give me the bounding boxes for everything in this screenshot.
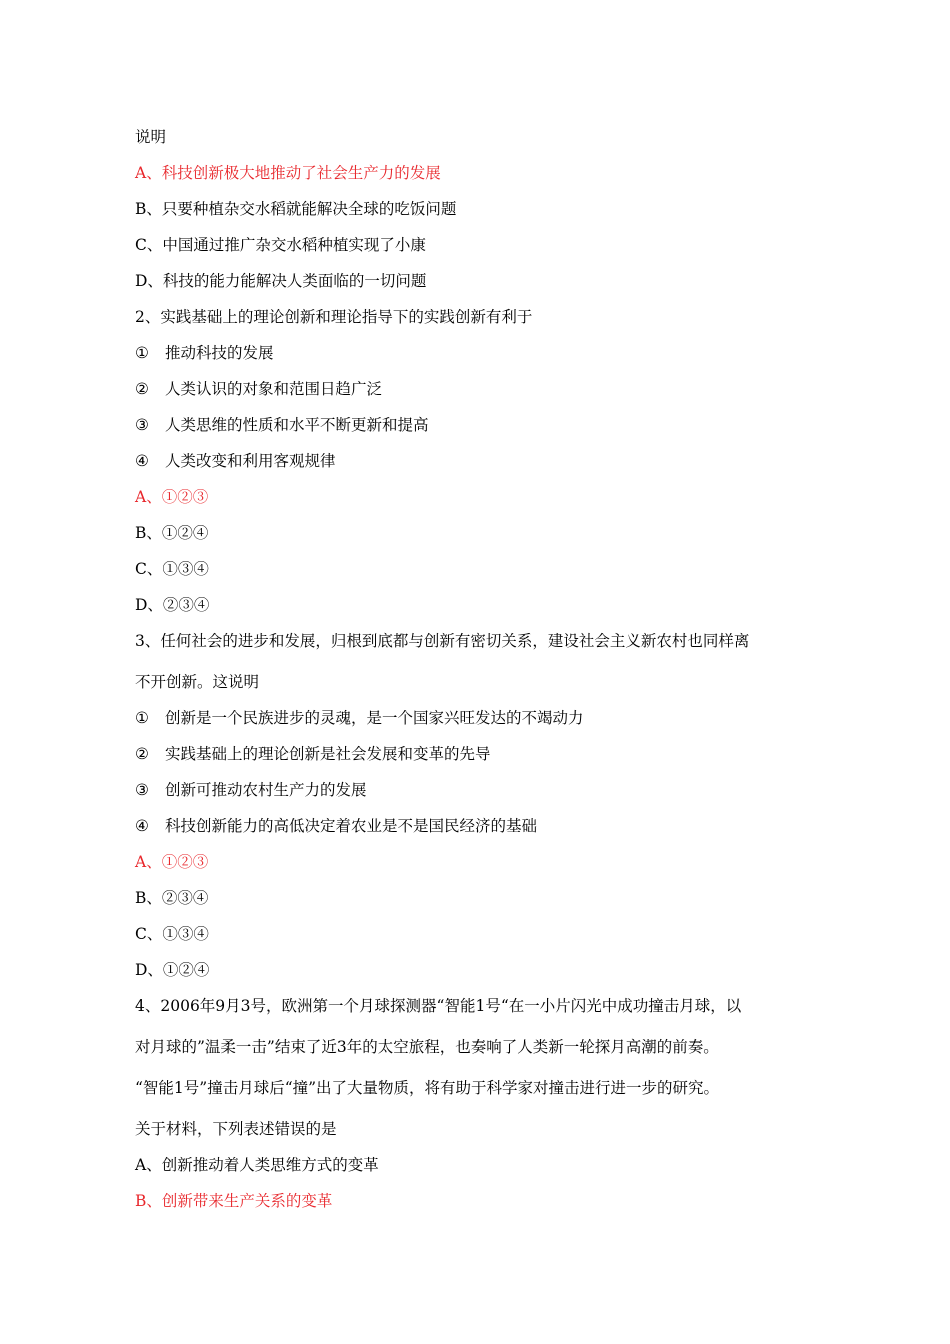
answer-option: C、①③④ xyxy=(135,925,209,943)
statement-marker: ③ xyxy=(135,781,149,799)
statement-marker: ① xyxy=(135,344,149,362)
answer-option: A、创新推动着人类思维方式的变革 xyxy=(135,1156,379,1174)
statement-marker: ② xyxy=(135,380,149,398)
statement-marker: ④ xyxy=(135,817,149,835)
statement-text: 推动科技的发展 xyxy=(165,344,274,362)
numbered-statement xyxy=(135,342,274,364)
numbered-statement xyxy=(135,707,584,729)
statement-marker: ④ xyxy=(135,452,149,470)
statement-marker: ② xyxy=(135,745,149,763)
numbered-statement xyxy=(135,743,491,765)
numbered-statement xyxy=(135,378,382,400)
numbered-statement xyxy=(135,779,367,801)
answer-option-correct: A、①②③ xyxy=(135,488,209,506)
question-text: 不开创新。这说明 xyxy=(135,673,260,691)
answer-option-correct: A、①②③ xyxy=(135,853,209,871)
question-text: 4、2006年9月3号，欧洲第一个月球探测器“智能1号“在一小片闪光中成功撞击月球，以 xyxy=(135,997,742,1015)
answer-option: B、②③④ xyxy=(135,889,209,907)
question-text: 2、实践基础上的理论创新和理论指导下的实践创新有利于 xyxy=(135,308,533,326)
numbered-statement xyxy=(135,815,537,837)
numbered-statement xyxy=(135,414,429,436)
question-text: 对月球的”温柔一击”结束了近3年的太空旅程，也奏响了人类新一轮探月高潮的前奏。 xyxy=(135,1038,719,1056)
question-text: 3、任何社会的进步和发展，归根到底都与创新有密切关系，建设社会主义新农村也同样离 xyxy=(135,632,750,650)
statement-text: 人类认识的对象和范围日趋广泛 xyxy=(165,380,383,398)
answer-option-correct: A、科技创新极大地推动了社会生产力的发展 xyxy=(135,164,441,182)
answer-option: B、只要种植杂交水稻就能解决全球的吃饭问题 xyxy=(135,200,457,218)
answer-option-correct: B、创新带来生产关系的变革 xyxy=(135,1192,333,1210)
statement-marker: ③ xyxy=(135,416,149,434)
answer-option: C、中国通过推广杂交水稻种植实现了小康 xyxy=(135,236,426,254)
answer-option: D、②③④ xyxy=(135,596,210,614)
statement-text: 人类改变和利用客观规律 xyxy=(165,452,336,470)
statement-text: 科技创新能力的高低决定着农业是不是国民经济的基础 xyxy=(165,817,538,835)
answer-option: C、①③④ xyxy=(135,560,209,578)
question-text: 关于材料，下列表述错误的是 xyxy=(135,1120,337,1138)
answer-option: B、①②④ xyxy=(135,524,209,542)
statement-text: 人类思维的性质和水平不断更新和提高 xyxy=(165,416,429,434)
statement-text: 实践基础上的理论创新是社会发展和变革的先导 xyxy=(165,745,491,763)
numbered-statement xyxy=(135,450,336,472)
answer-option: D、①②④ xyxy=(135,961,210,979)
statement-text: 创新是一个民族进步的灵魂，是一个国家兴旺发达的不竭动力 xyxy=(165,709,584,727)
text-line: 说明 xyxy=(135,128,167,146)
statement-marker: ① xyxy=(135,709,149,727)
answer-option: D、科技的能力能解决人类面临的一切问题 xyxy=(135,272,427,290)
question-text: “智能1号”撞击月球后“撞”出了大量物质，将有助于科学家对撞击进行进一步的研究。 xyxy=(135,1079,720,1097)
statement-text: 创新可推动农村生产力的发展 xyxy=(165,781,367,799)
